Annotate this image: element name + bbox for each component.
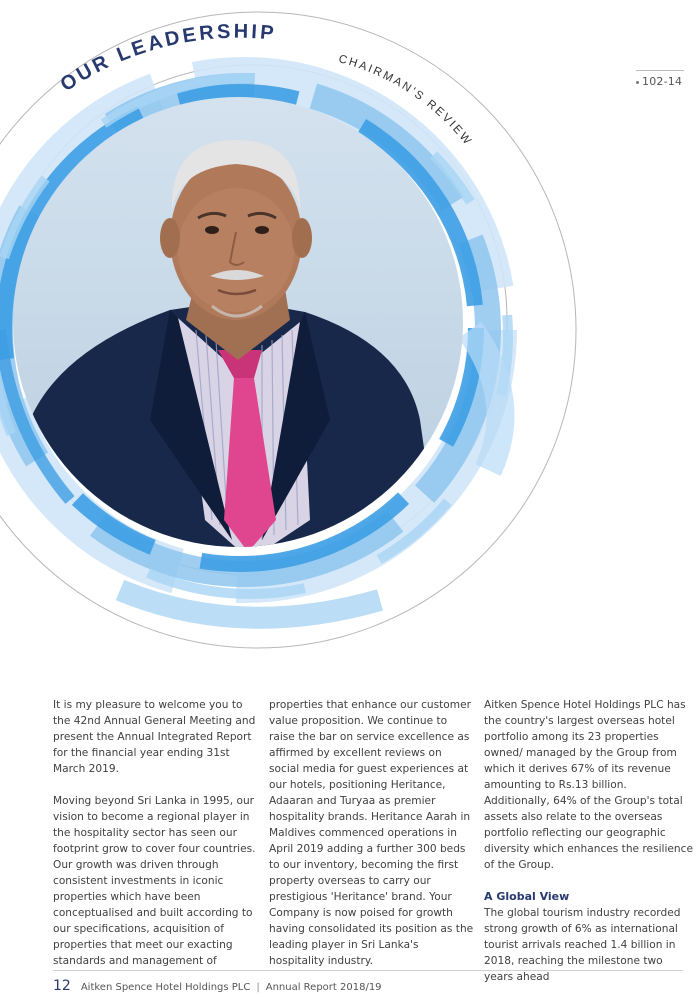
paragraph: Aitken Spence Hotel Holdings PLC has the country's largest overseas hotel portfolio among its 23 properties owned/ managed by the Group from which it derives 67% of its revenue amounting to Rs.13 billion. Additionally, 64% of the Group's total assets also relate to the overseas portfolio reflecting our geographic diversity which enhances the resilience of the Group.: [484, 699, 693, 871]
body-columns: [53, 697, 693, 983]
gri-reference-text: 102-14: [642, 75, 683, 88]
subheading-global-view: A Global View: [484, 890, 570, 903]
paragraph: The global tourism industry recorded strong growth of 6% as international tourist arrivals reached 1.4 billion in 2018, reaching the milestone two years ahead: [484, 907, 681, 983]
paragraph: properties that enhance our customer value proposition. We continue to raise the bar on service excellence as affirmed by excellent reviews on social media for guest experiences at our hotels, positioning Heritance, Adaaran and Turyaa as premier hospitality brands. Heritance Aarah in Maldives commenced operations in April 2019 adding a further 300 beds to our inventory, becoming the first property overseas to carry our prestigious 'Heritance' brand. Your Company is now poised for growth having consolidated its position as the leading player in Sri Lanka's hospitality industry.: [269, 699, 474, 967]
page-footer: [53, 970, 683, 994]
paragraph: It is my pleasure to welcome you to the 42nd Annual General Meeting and present the Annual Integrated Report for the financial year ending 31st March 2019.: [53, 699, 256, 775]
footer-separator: |: [256, 982, 260, 993]
footer-company: Aitken Spence Hotel Holdings PLC: [80, 982, 251, 993]
footer-report: Annual Report 2018/19: [265, 982, 382, 993]
bullet-icon: [636, 81, 639, 84]
subsection-title-text: CHAIRMAN'S REVIEW: [337, 53, 475, 149]
section-title-text: OUR LEADERSHIP: [56, 20, 278, 97]
text-column-2: [269, 697, 474, 985]
text-column-1: [53, 697, 258, 985]
paragraph: Moving beyond Sri Lanka in 1995, our vision to become a regional player in the hospitality sector has seen our footprint grow to cover four countries. Our growth was driven through consistent investments in iconic properties which have been conceptualised and built according to our specifications, acquisition of properties that meet our exacting standards and management of: [53, 795, 256, 967]
page-number: 12: [53, 978, 71, 994]
gri-reference: [636, 70, 684, 88]
text-column-3: [484, 697, 694, 997]
